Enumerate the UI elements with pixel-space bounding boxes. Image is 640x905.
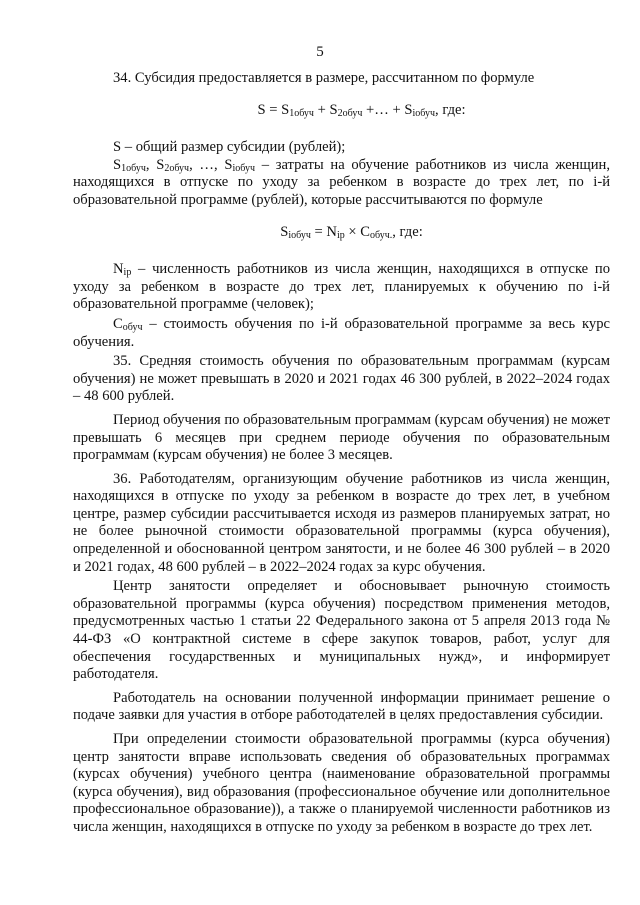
- definition-nip: $N_{ip}$ – численность работников из числа женщин, находящихся в отпуске по уходу за ребенком в возрасте до трех лет, планируемых к обучению по i-й образовательной программе (человек);: [73, 261, 610, 313]
- page-number: 5: [316, 44, 324, 60]
- paragraph-36-market-value: Центр занятости определяет и обосновывает рыночную стоимость образовательной программы (курса обучения) посредством применения методов, предусмотренных частью 1 статьи 22 Федерального закона от 5 апреля 2013 года № 44-ФЗ «О контрактной системе в сфере закупок товаров, работ, услуг для обеспечения государственных и муниципальных нужд», и информирует работодателя.: [73, 578, 610, 683]
- definition-s: S – общий размер субсидии (рублей);: [113, 139, 346, 156]
- paragraph-34: 34. Субсидия предоставляется в размере, рассчитанном по формуле: [113, 70, 535, 86]
- paragraph-35-period: Период обучения по образовательным программам (курсам обучения) не может превышать 6 месяцев при среднем периоде обучения по образовательным программам (курсам обучения) не более 3 месяцев.: [73, 411, 610, 464]
- paragraph-36-cost-determination: При определении стоимости образовательной программы (курса обучения) центр занятости вправе использовать сведения об образовательных программах (курсах обучения) учебного центра (наименование образовательной программы (курса обучения), вид образования (профессиональное обучение или дополнительное профессиональное образование)), а также о планируемой численности работников из числа женщин, находящихся в отпуске по уходу за ребенком в возрасте до трех лет.: [73, 731, 610, 835]
- paragraph-36: 36. Работодателям, организующим обучение работников из числа женщин, находящихся в отпуске по уходу за ребенком в возрасте до трех лет, в учебном центре, размер субсидии рассчитывается исходя из размеров планируемых затрат, но не более рыночной стоимости образовательной программы (курса обучения), определенной и обоснованной центром занятости, и не более 46 300 рублей – в 2020 и 2021 годах, 48 600 рублей – в 2022–2024 годах за курс обучения.: [73, 470, 610, 575]
- definition-si: $S_{1обуч}$, $S_{2обуч}$, …, $S_{iобуч}$ – затраты на обучение работников из числа женщин, находящихся в отпуске по уходу за ребенком в возрасте до трех лет, по i-й образовательной программе (рублей), которые рассчитываются по формуле: [73, 156, 610, 208]
- paragraph-36-decision: Работодатель на основании полученной информации принимает решение о подаче заявки для участия в отборе работодателей в целях предоставления субсидии.: [73, 689, 610, 724]
- formula-training-cost: $S_{iобуч} = N_{ip} \times C_{обуч.}$, где:: [280, 223, 423, 241]
- paragraph-35: 35. Средняя стоимость обучения по образовательным программам (курсам обучения) не может превышать в 2020 и 2021 годах 46 300 рублей, в 2022–2024 годах – 48 600 рублей.: [73, 353, 610, 405]
- document-body: [73, 70, 610, 837]
- definition-cobuch: $C_{обуч}$ – стоимость обучения по i-й образовательной программе за весь курс обучения.: [73, 315, 610, 350]
- formula-total-subsidy: $S = S_{1обуч} + S_{2обуч}$ +… + $S_{iобуч}$, где:: [257, 101, 466, 119]
